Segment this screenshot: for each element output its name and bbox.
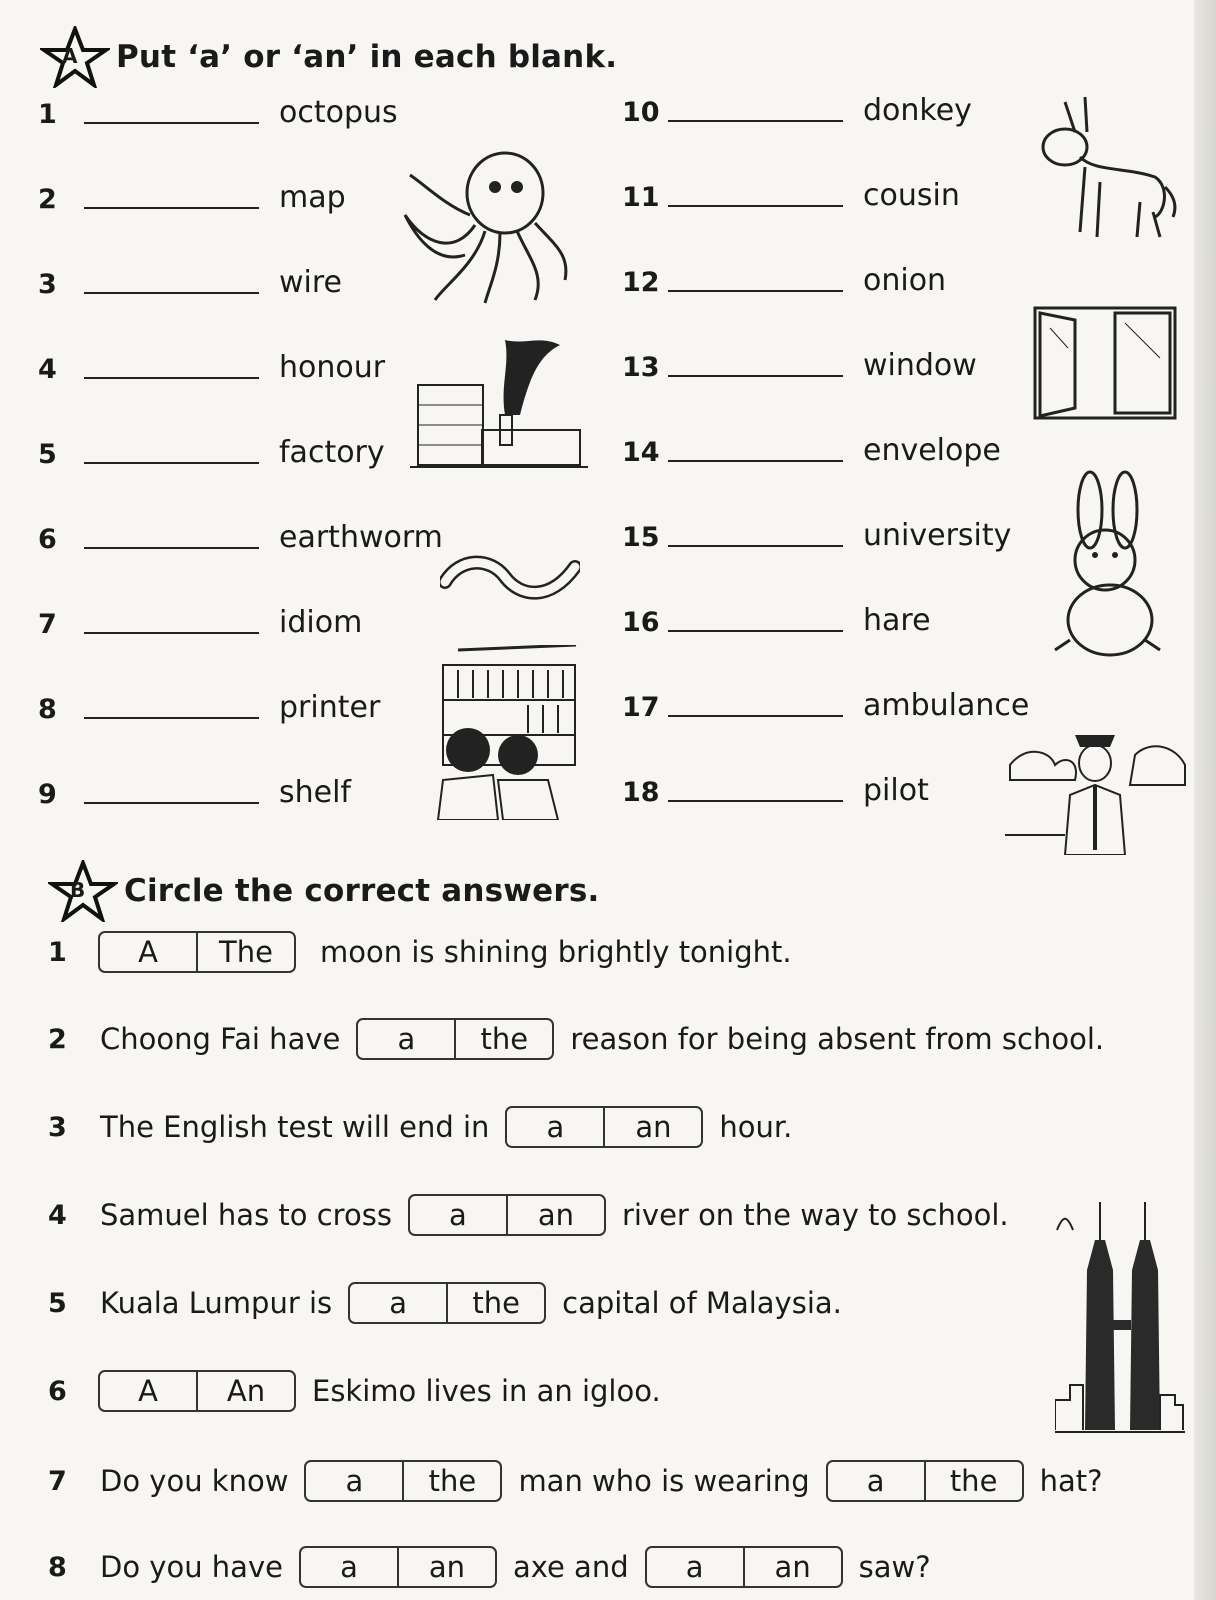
- question-5: [48, 1281, 844, 1325]
- item-number: 9: [38, 779, 57, 810]
- item-number: 14: [622, 437, 660, 468]
- question-8: [48, 1545, 933, 1589]
- blank-item-4: [38, 345, 385, 385]
- question-3: [48, 1105, 794, 1149]
- item-word: ambulance: [863, 688, 1030, 723]
- answer-blank[interactable]: [84, 517, 259, 549]
- question-number: 8: [48, 1551, 67, 1583]
- choice-option[interactable]: an: [743, 1548, 841, 1586]
- item-word: honour: [279, 350, 386, 385]
- star-b-icon: [48, 860, 118, 922]
- item-number: 18: [622, 777, 660, 808]
- blank-item-14: [622, 428, 1001, 468]
- question-text: Do you know: [100, 1464, 289, 1498]
- page-edge: [1194, 0, 1216, 1600]
- choice-option[interactable]: a: [449, 1198, 467, 1232]
- blank-item-2: [38, 175, 346, 215]
- item-number: 15: [622, 522, 660, 553]
- choice-option[interactable]: a: [345, 1464, 364, 1498]
- question-text: capital of Malaysia.: [562, 1286, 842, 1320]
- item-number: 5: [38, 439, 57, 470]
- blank-item-12: [622, 258, 946, 298]
- choice-option[interactable]: A: [138, 1374, 158, 1408]
- item-word: wire: [279, 265, 343, 300]
- item-number: 16: [622, 607, 660, 638]
- pilot-illustration: [1005, 725, 1190, 855]
- blank-item-6: [38, 515, 443, 555]
- choice-option[interactable]: a: [389, 1286, 408, 1320]
- factory-illustration: [410, 335, 590, 475]
- item-word: onion: [863, 263, 947, 298]
- choice-option[interactable]: the: [402, 1462, 500, 1500]
- choice-box: [645, 1546, 843, 1588]
- choice-option[interactable]: A: [138, 935, 158, 969]
- blank-item-18: [622, 768, 929, 808]
- item-word: envelope: [863, 433, 1001, 468]
- item-word: university: [863, 518, 1012, 553]
- choice-option[interactable]: an: [397, 1548, 495, 1586]
- question-number: 7: [48, 1465, 67, 1497]
- blank-item-9: [38, 770, 351, 810]
- choice-option[interactable]: a: [397, 1022, 416, 1056]
- choice-option[interactable]: the: [446, 1284, 544, 1322]
- answer-blank[interactable]: [84, 687, 259, 719]
- question-text: saw?: [858, 1550, 931, 1584]
- library-illustration: [418, 645, 578, 820]
- blank-item-1: [38, 90, 398, 130]
- blank-item-3: [38, 260, 342, 300]
- item-number: 8: [38, 694, 57, 725]
- question-4: [48, 1193, 1011, 1237]
- item-word: printer: [279, 690, 381, 725]
- choice-box: [826, 1460, 1024, 1502]
- answer-blank[interactable]: [668, 345, 843, 377]
- question-text: Choong Fai have: [100, 1022, 341, 1056]
- blank-item-11: [622, 173, 960, 213]
- choice-option[interactable]: a: [685, 1550, 704, 1584]
- item-word: factory: [279, 435, 385, 470]
- rabbit-illustration: [1050, 470, 1170, 660]
- blank-item-16: [622, 598, 931, 638]
- item-number: 2: [38, 184, 57, 215]
- answer-blank[interactable]: [84, 347, 259, 379]
- question-text: Do you have: [100, 1550, 283, 1584]
- choice-option[interactable]: the: [454, 1020, 552, 1058]
- choice-box: [348, 1282, 546, 1324]
- octopus-illustration: [395, 145, 575, 305]
- question-text: Eskimo lives in an igloo.: [312, 1374, 661, 1408]
- blank-item-7: [38, 600, 362, 640]
- question-text: moon is shining brightly tonight.: [320, 935, 792, 969]
- answer-blank[interactable]: [84, 92, 259, 124]
- item-word: pilot: [863, 773, 929, 808]
- answer-blank[interactable]: [84, 262, 259, 294]
- item-number: 17: [622, 692, 660, 723]
- blank-item-10: [622, 88, 972, 128]
- choice-box: [356, 1018, 554, 1060]
- item-word: octopus: [279, 95, 398, 130]
- item-word: hare: [863, 603, 931, 638]
- question-number: 1: [48, 936, 67, 968]
- question-text: man who is wearing: [518, 1464, 810, 1498]
- question-text: The English test will end in: [100, 1110, 490, 1144]
- answer-blank[interactable]: [668, 90, 843, 122]
- question-text: Kuala Lumpur is: [100, 1286, 333, 1320]
- item-number: 12: [622, 267, 660, 298]
- question-number: 2: [48, 1023, 67, 1055]
- window-illustration: [1030, 298, 1180, 423]
- choice-option[interactable]: An: [196, 1372, 294, 1410]
- choice-option[interactable]: a: [866, 1464, 885, 1498]
- question-text: axe and: [512, 1550, 629, 1584]
- question-text: reason for being absent from school.: [570, 1022, 1105, 1056]
- choice-option[interactable]: a: [546, 1110, 565, 1144]
- answer-blank[interactable]: [668, 770, 843, 802]
- choice-option[interactable]: an: [506, 1196, 604, 1234]
- answer-blank[interactable]: [668, 515, 843, 547]
- question-7: [48, 1459, 1105, 1503]
- question-text: river on the way to school.: [621, 1198, 1009, 1232]
- choice-option[interactable]: the: [924, 1462, 1022, 1500]
- choice-box: [408, 1194, 606, 1236]
- answer-blank[interactable]: [84, 432, 259, 464]
- item-word: map: [279, 180, 346, 215]
- item-word: earthworm: [279, 520, 443, 555]
- item-word: donkey: [863, 93, 972, 128]
- item-number: 4: [38, 354, 57, 385]
- question-number: 3: [48, 1111, 67, 1143]
- item-number: 1: [38, 99, 57, 130]
- section-a-title: Put ‘a’ or ‘an’ in each blank.: [116, 39, 618, 75]
- question-number: 6: [48, 1375, 67, 1407]
- question-1: [48, 930, 794, 974]
- choice-box: [98, 1370, 296, 1412]
- item-number: 13: [622, 352, 660, 383]
- question-number: 4: [48, 1199, 67, 1231]
- section-a-header: [40, 26, 617, 88]
- answer-blank[interactable]: [84, 772, 259, 804]
- answer-blank[interactable]: [668, 260, 843, 292]
- question-text: hour.: [719, 1110, 793, 1144]
- blank-item-15: [622, 513, 1011, 553]
- answer-blank[interactable]: [84, 177, 259, 209]
- question-text: Samuel has to cross: [100, 1198, 392, 1232]
- earthworm-illustration: [440, 552, 580, 607]
- choice-box: [304, 1460, 502, 1502]
- twin-towers-illustration: [1055, 1200, 1185, 1435]
- question-2: [48, 1017, 1106, 1061]
- item-word: shelf: [279, 775, 351, 810]
- donkey-illustration: [1025, 92, 1180, 242]
- question-number: 5: [48, 1287, 67, 1319]
- section-b-title: Circle the correct answers.: [124, 873, 600, 909]
- section-b-header: [48, 860, 599, 922]
- blank-item-8: [38, 685, 380, 725]
- answer-blank[interactable]: [84, 602, 259, 634]
- choice-option[interactable]: a: [340, 1550, 358, 1584]
- section-b-letter: B: [70, 878, 86, 902]
- choice-box: [299, 1546, 497, 1588]
- choice-box: [505, 1106, 703, 1148]
- blank-item-17: [622, 683, 1029, 723]
- question-6: [48, 1369, 663, 1413]
- answer-blank[interactable]: [668, 685, 843, 717]
- answer-blank[interactable]: [668, 175, 843, 207]
- question-text: hat?: [1039, 1464, 1103, 1498]
- star-a-icon: [40, 26, 110, 88]
- blank-item-13: [622, 343, 977, 383]
- item-word: idiom: [279, 605, 363, 640]
- item-number: 11: [622, 182, 660, 213]
- item-number: 6: [38, 524, 57, 555]
- choice-option[interactable]: an: [603, 1108, 701, 1146]
- choice-box: [98, 931, 296, 973]
- item-number: 10: [622, 97, 660, 128]
- section-a-letter: A: [62, 44, 78, 68]
- item-word: window: [863, 348, 977, 383]
- answer-blank[interactable]: [668, 600, 843, 632]
- choice-option[interactable]: The: [196, 933, 294, 971]
- item-number: 7: [38, 609, 57, 640]
- answer-blank[interactable]: [668, 430, 843, 462]
- item-number: 3: [38, 269, 57, 300]
- blank-item-5: [38, 430, 385, 470]
- item-word: cousin: [863, 178, 960, 213]
